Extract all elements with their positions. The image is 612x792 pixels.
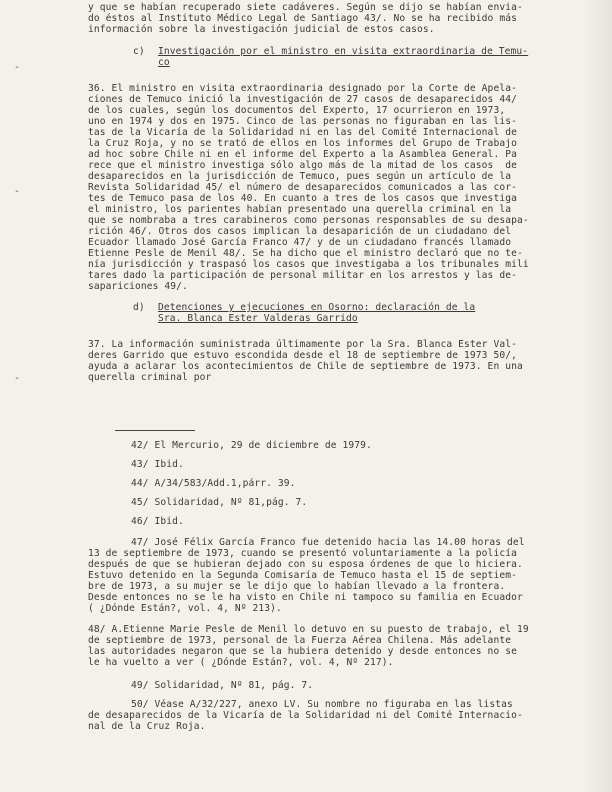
section-d-heading: Detenciones y ejecuciones en Osorno: declaración de la (158, 302, 476, 313)
para36-line: uno en 1974 y dos en 1975. Cinco de las personas no figuraban en las lis- (88, 116, 517, 127)
para36-line: que se nombraba a tres carabineros como personas responsables de su desapa- (88, 215, 529, 226)
para36-line: el ministro, los parientes habían presentado una querella criminal en la (88, 204, 512, 215)
section-c-heading: Investigación por el ministro en visita extraordinaria de Temu- (158, 46, 529, 57)
para37-line: ayuda a aclarar los acontecimientos de Chile de septiembre de 1973. En una (88, 361, 523, 372)
footnote-43: 43/ Ibid. (131, 459, 184, 470)
para36-line: de los cuales, según los documentos del Experto, 17 ocurrieron en 1973, (88, 105, 506, 116)
para36-line: nía jurisdicción y traspasó los casos que investigaba a los tribunales mili (88, 259, 529, 270)
para36-line: la Cruz Roja, y no se trató de ellos en los informes del Grupo de Trabajo (88, 138, 517, 149)
para36-line: rición 46/. Otros dos casos implican la desaparición de un ciudadano del (88, 226, 512, 237)
para36-line: tes de Temuco pasa de los 40. En cuanto a tres de los casos que investiga (88, 193, 517, 204)
para36-line: desaparecidos en la jurisdicción de Temuco, pues según un artículo de la (88, 171, 512, 182)
footnote-48-line: le ha vuelto a ver ( ¿Dónde Están?, vol. 4, Nº 217). (88, 657, 394, 668)
section-c-label: c) (133, 46, 145, 57)
footnote-47-line: después de que se hubieran dejado con su esposa órdenes de que lo hiciera. (88, 559, 523, 570)
para37-line: deres Garrido que estuvo escondida desde el 18 de septiembre de 1973 50/, (88, 350, 517, 361)
para36-line: sapariciones 49/. (88, 281, 188, 292)
footnote-45: 45/ Solidaridad, Nº 81,pág. 7. (131, 497, 308, 508)
scan-edge-shadow (582, 0, 612, 792)
footnote-49: 49/ Solidaridad, Nº 81, pág. 7. (131, 680, 314, 691)
margin-mark: - (14, 186, 21, 197)
footnote-separator (115, 430, 195, 431)
footnote-50-line: nal de la Cruz Roja. (88, 721, 206, 732)
para36-line: ciones de Temuco inició la investigación de 27 casos de desaparecidos 44/ (88, 94, 517, 105)
para36-line: tas de la Vicaría de la Solidaridad ni en las del Comité Internacional de (88, 127, 517, 138)
para36-line: 36. El ministro en visita extraordinaria designado por la Corte de Apela- (88, 83, 517, 94)
para36-line: Etienne Pesle de Menil 48/. Se ha dicho que el ministro declaró que no te- (88, 248, 523, 259)
footnote-48-line: las autoridades negaron que se la hubiera detenido y desde entonces no se (88, 646, 517, 657)
footnote-46: 46/ Ibid. (131, 516, 184, 527)
para36-line: tares dado la participación de personal militar en los arrestos y las de- (88, 270, 517, 281)
top-para-line: do éstos al Instituto Médico Legal de Santiago 43/. No se ha recibido más (88, 13, 517, 24)
footnote-47-line: Desde entonces no se le ha visto en Chile ni tampoco su familia en Ecuador (88, 592, 523, 603)
footnote-47-line: 13 de septiembre de 1973, cuando se presentó voluntariamente a la policía (88, 548, 517, 559)
footnote-47-line: bre de 1973, a su mujer se le dijo que lo habían llevado a la frontera. (88, 581, 506, 592)
margin-mark: - (14, 62, 21, 73)
footnote-47-line: ( ¿Dónde Están?, vol. 4, Nº 213). (88, 603, 282, 614)
para36-line: Ecuador llamado José García Franco 47/ y de un ciudadano francés llamado (88, 237, 512, 248)
top-para-line: y que se habían recuperado siete cadáveres. Según se dijo se habían envia- (88, 2, 523, 13)
footnote-47-line: 47/ José Félix García Franco fue detenido hacia las 14.00 horas del (131, 537, 525, 548)
margin-mark: - (14, 373, 21, 384)
top-para-line: información sobre la investigación judicial de estos casos. (88, 24, 435, 35)
footnote-48-line: de septiembre de 1973, personal de la Fuerza Aérea Chilena. Más adelante (88, 635, 512, 646)
section-d-heading-cont: Sra. Blanca Ester Valderas Garrido (158, 313, 358, 324)
para36-line: rece que el ministro investiga sólo algo más de la mitad de los casos de (88, 160, 517, 171)
footnote-50-line: 50/ Véase A/32/227, anexo LV. Su nombre no figuraba en las listas (131, 699, 513, 710)
para37-line: 37. La información suministrada últimamente por la Sra. Blanca Ester Val- (88, 339, 517, 350)
para37-line: querella criminal por (88, 372, 212, 383)
footnote-50-line: de desaparecidos de la Vicaría de la Solidaridad ni del Comité Internacio- (88, 710, 523, 721)
footnote-48-line: 48/ A.Etienne Marie Pesle de Menil lo detuvo en su puesto de trabajo, el 19 (88, 624, 529, 635)
para36-line: Revista Solidaridad 45/ el número de desaparecidos comunicados a las cor- (88, 182, 517, 193)
section-c-heading-cont: co (158, 57, 170, 68)
para36-line: ad hoc sobre Chile ni en el informe del Experto a la Asamblea General. Pa (88, 149, 517, 160)
footnote-47-line: Estuvo detenido en la Segunda Comisaría de Temuco hasta el 15 de septiem- (88, 570, 517, 581)
section-d-label: d) (133, 302, 145, 313)
footnote-44: 44/ A/34/583/Add.1,párr. 39. (131, 478, 296, 489)
footnote-42: 42/ El Mercurio, 29 de diciembre de 1979. (131, 440, 372, 451)
